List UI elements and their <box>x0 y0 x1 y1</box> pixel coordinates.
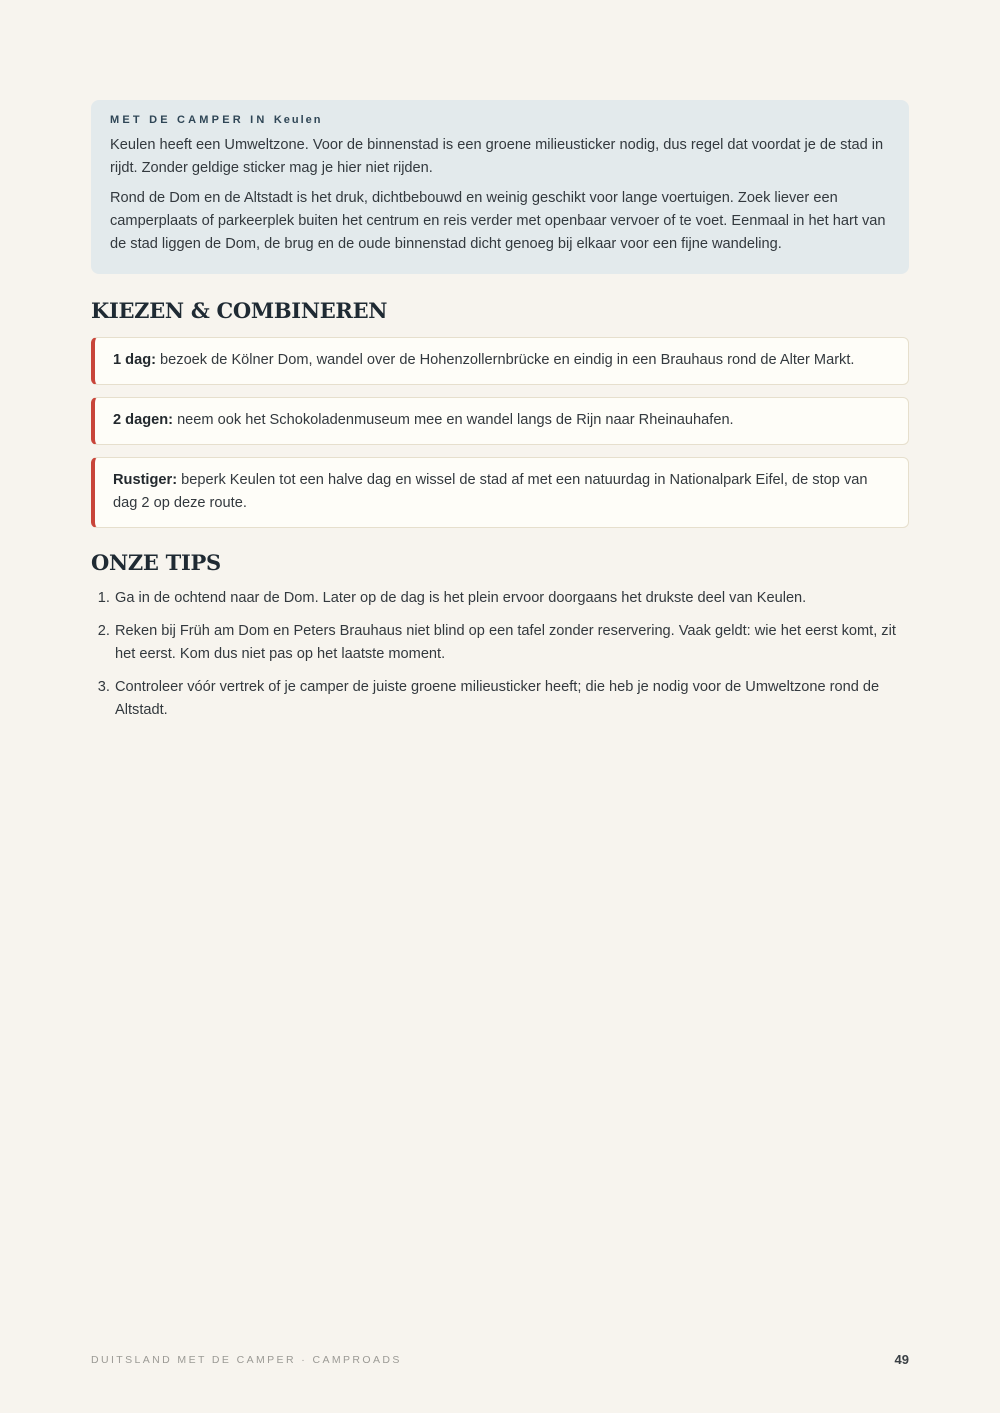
tip-item: 2. Reken bij Früh am Dom en Peters Brauhaus niet blind op een tafel zonder reservering. Vaak geldt: wie het eerst komt, zit het eerst. Kom dus niet pas op het laatste moment. <box>114 620 909 666</box>
tips-list <box>114 587 909 722</box>
info-paragraph: Rond de Dom en de Altstadt is het druk, dichtbebouwd en weinig geschikt voor lange voertuigen. Zoek liever een camperplaats of parkeerplek buiten het centrum en reis verder met openbaar vervoer of te voet. Eenmaal in het hart van de stad liggen de Dom, de brug en de oude binnenstad dicht genoeg bij elkaar voor een fijne wandeling. <box>110 190 886 252</box>
section-title-kiezen: KIEZEN & COMBINEREN <box>91 298 388 323</box>
tip-item: 3. Controleer vóór vertrek of je camper de juiste groene milieusticker heeft; die heb je nodig voor de Umweltzone rond de Altstadt. <box>114 676 909 722</box>
option-text: bezoek de Kölner Dom, wandel over de Hohenzollernbrücke en eindig in een Brauhaus rond de Alter Markt. <box>155 352 855 368</box>
camper-info-box <box>91 100 909 274</box>
info-paragraph: Keulen heeft een Umweltzone. Voor de binnenstad is een groene milieusticker nodig, dus regel dat voordat je de stad in rijdt. Zonder geldige sticker mag je hier niet rijden. <box>110 137 884 176</box>
section-title-tips: ONZE TIPS <box>91 550 221 575</box>
info-box-label <box>110 114 890 126</box>
page-footer <box>91 1352 909 1367</box>
option-card-2-dagen <box>91 397 909 445</box>
info-box-label-city: Keulen <box>273 114 323 126</box>
page-content <box>91 100 909 722</box>
option-label: Rustiger: <box>113 472 178 488</box>
info-box-label-prefix: MET DE CAMPER IN <box>110 114 268 126</box>
option-card-1-dag <box>91 337 909 385</box>
footer-running-title: DUITSLAND MET DE CAMPER · CAMPROADS <box>91 1353 402 1366</box>
option-text: beperk Keulen tot een halve dag en wissel de stad af met een natuurdag in Nationalpark Eifel, de stop van dag 2 op deze route. <box>113 472 868 511</box>
tip-item: 1. Ga in de ochtend naar de Dom. Later op de dag is het plein ervoor doorgaans het drukste deel van Keulen. <box>114 587 909 610</box>
option-label: 2 dagen: <box>113 412 174 428</box>
page-number: 49 <box>894 1352 909 1367</box>
option-card-rustiger <box>91 457 909 528</box>
option-label: 1 dag: <box>113 352 156 368</box>
option-text: neem ook het Schokoladenmuseum mee en wandel langs de Rijn naar Rheinauhafen. <box>173 412 734 428</box>
